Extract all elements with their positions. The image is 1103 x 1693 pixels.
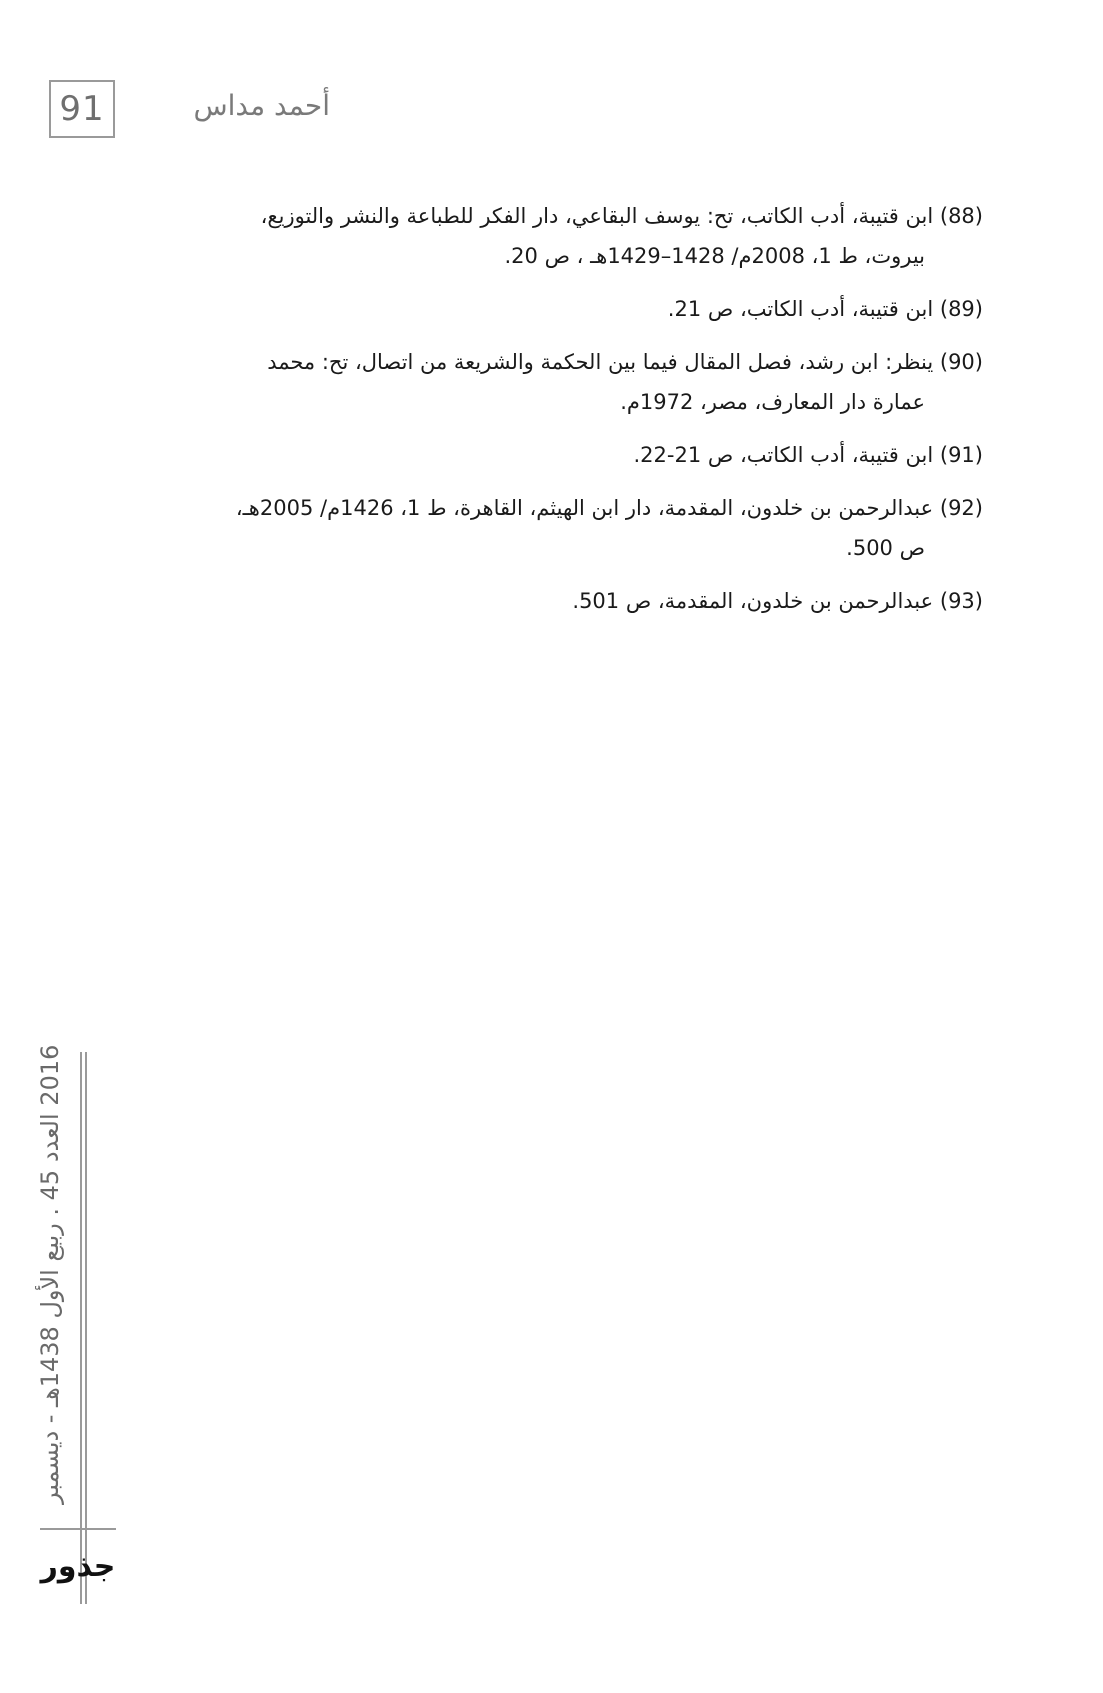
endnote-continuation: بيروت، ط 1، 2008م/ 1428–1429هـ ، ص 20. <box>504 244 925 268</box>
endnote-continuation: عمارة دار المعارف، مصر، 1972م. <box>620 390 925 414</box>
endnote-text: ابن قتيبة، أدب الكاتب، تح: يوسف البقاعي، دار الفكر للطباعة والنشر والتوزيع، <box>260 204 934 228</box>
endnote-89 <box>148 289 983 329</box>
page-number: 91 <box>49 80 115 138</box>
endnote-number: (93) <box>939 589 983 613</box>
endnote-text: ابن قتيبة، أدب الكاتب، ص 21-22. <box>633 443 934 467</box>
issue-info: 2016 العدد 45 . ربيع الأول 1438هـ - ديسمبر <box>36 1045 64 1505</box>
logo-divider <box>40 1528 116 1530</box>
endnote-number: (92) <box>939 496 983 520</box>
endnote-text: عبدالرحمن بن خلدون، المقدمة، دار ابن الهيثم، القاهرة، ط 1، 1426م/ 2005هـ، <box>235 496 934 520</box>
endnote-91 <box>148 435 983 475</box>
endnote-number: (91) <box>939 443 983 467</box>
endnote-number: (90) <box>939 350 983 374</box>
endnotes-list <box>148 196 983 634</box>
endnote-93 <box>148 581 983 621</box>
endnote-text: ينظر: ابن رشد، فصل المقال فيما بين الحكمة والشريعة من اتصال، تح: محمد <box>267 350 934 374</box>
endnote-number: (89) <box>939 297 983 321</box>
journal-logo: جذور <box>40 1549 116 1584</box>
endnote-text: عبدالرحمن بن خلدون، المقدمة، ص 501. <box>572 589 934 613</box>
endnote-92 <box>148 488 983 568</box>
endnote-88 <box>148 196 983 276</box>
sidebar-divider <box>80 1052 82 1604</box>
endnote-continuation: ص 500. <box>846 536 925 560</box>
running-head-author: أحمد مداس <box>193 89 330 122</box>
endnote-text: ابن قتيبة، أدب الكاتب، ص 21. <box>667 297 934 321</box>
endnote-number: (88) <box>939 204 983 228</box>
endnote-90 <box>148 342 983 422</box>
sidebar-divider <box>85 1052 87 1604</box>
